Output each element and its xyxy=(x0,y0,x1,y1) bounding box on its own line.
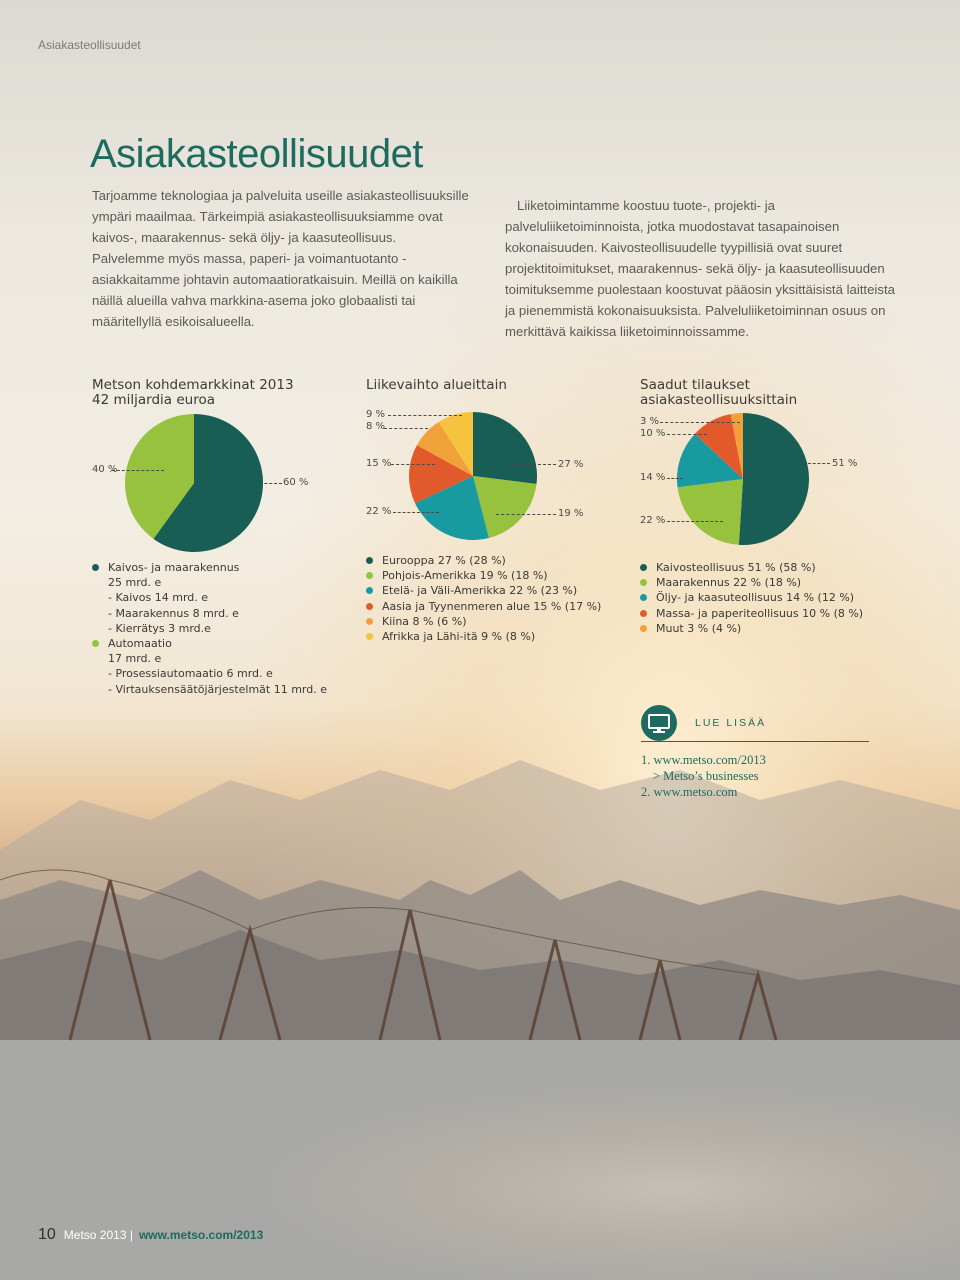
legend-dot-icon xyxy=(640,564,647,571)
pie-slice-kaivosteollisuus xyxy=(739,413,809,545)
legend-item xyxy=(92,636,352,651)
footer: 10 Metso 2013 | www.metso.com/2013 xyxy=(38,1226,264,1243)
legend-label: Etelä- ja Väli-Amerikka 22 % (23 %) xyxy=(382,584,578,598)
legend-dot-icon xyxy=(640,579,647,586)
legend-item xyxy=(92,560,352,575)
legend-item xyxy=(366,568,626,583)
pie-label-oil-gas: 14 % xyxy=(640,472,666,483)
legend-label: Öljy- ja kaasuteollisuus 14 % (12 %) xyxy=(656,591,855,605)
legend-dot-icon xyxy=(366,557,373,564)
legend-item xyxy=(366,614,626,629)
pie-label-mining: 60 % xyxy=(283,477,309,488)
legend-label: Aasia ja Tyynenmeren alue 15 % (17 %) xyxy=(382,599,602,613)
legend-dot-icon xyxy=(366,603,373,610)
footer-url[interactable]: www.metso.com/2013 xyxy=(138,1228,264,1242)
legend-dot-icon xyxy=(366,587,373,594)
legend-item xyxy=(366,629,626,644)
pie-label-other: 3 % xyxy=(640,416,660,427)
legend-item xyxy=(366,583,626,598)
pie-label-pulp-paper: 10 % xyxy=(640,428,666,439)
legend-detail: 17 mrd. e xyxy=(108,652,162,666)
page-title: Asiakasteollisuudet xyxy=(90,132,423,176)
legend-sales-by-region xyxy=(366,553,626,644)
legend-dot-icon xyxy=(92,564,99,571)
legend-label: Pohjois-Amerikka 19 % (18 %) xyxy=(382,569,548,583)
leader-line xyxy=(112,470,164,471)
legend-label: Kiina 8 % (6 %) xyxy=(382,614,467,628)
link-metso-businesses[interactable]: > Metso’s businesses xyxy=(653,769,759,783)
pie-label-construction: 22 % xyxy=(640,515,666,526)
legend-detail: - Kierrätys 3 mrd.e xyxy=(108,621,211,635)
link-metso-com[interactable]: 2. www.metso.com xyxy=(641,785,738,799)
legend-item xyxy=(640,575,900,590)
page-number: 10 xyxy=(38,1226,56,1243)
pie-label-asia: 15 % xyxy=(366,458,392,469)
pie-label-china: 8 % xyxy=(366,421,386,432)
legend-label: Kaivosteollisuus 51 % (58 %) xyxy=(656,561,816,574)
legend-detail: - Prosessiautomaatio 6 mrd. e xyxy=(108,667,273,681)
legend-item xyxy=(640,590,900,605)
leader-line xyxy=(667,521,723,522)
chart-title-orders-by-industry xyxy=(640,378,797,408)
intro-left-paragraph: Tarjoamme teknologiaa ja palveluita useille asiakasteollisuuksille ympäri maailmaa. Tärkeimpiä asiakasteollisuuksiamme ovat kaivos-, maarakennus- sekä öljy- ja kaasuteollisuus. Palvelemme myös massa, paperi- ja voimantuotanto -asiakkaitamme johtavin automaatioratkaisuin. Meillä on kaikilla näillä alueilla vahva markkina-asema joko globaalisti tai määritellyllä esikoisalueella. xyxy=(92,188,469,329)
read-more-label: LUE LISÄÄ xyxy=(695,717,767,729)
link-metso-2013[interactable]: 1. www.metso.com/2013 xyxy=(641,753,766,767)
intro-right-paragraph: Liiketoimintamme koostuu tuote-, projekti- ja palveluliiketoiminnoista, jotka muodostavat tasapainoisen kokonaisuuden. Kaivosteollisuudelle tyypillisiä ovat suuret projektitoimitukset, maarakennus- sekä öljy- ja kaasuteollisuuden toimituksemme puolestaan koostuvat pääosin yksittäisistä laitteista ja pienemmistä kokonaisuuksista. Palveluliiketoiminnan osuus on merkittävä kaikissa liiketoiminnoissamme. xyxy=(505,198,895,339)
legend-dot-icon xyxy=(92,640,99,647)
leader-line xyxy=(393,512,439,513)
legend-dot-icon xyxy=(640,625,647,632)
intro-left-text xyxy=(92,185,470,332)
chart-title: Metson kohdemarkkinat 2013 xyxy=(92,377,294,393)
leader-line xyxy=(784,463,830,464)
legend-target-markets xyxy=(92,560,352,697)
section-label: Asiakasteollisuudet xyxy=(38,38,141,52)
legend-item xyxy=(366,599,626,614)
legend-label: Automaatio xyxy=(108,637,172,651)
legend-dot-icon xyxy=(640,594,647,601)
pie-label-europe: 27 % xyxy=(558,459,584,470)
legend-label: Maarakennus 22 % (18 %) xyxy=(656,576,802,590)
leader-line xyxy=(496,514,556,515)
chart-title: Liikevaihto alueittain xyxy=(366,377,507,393)
legend-item xyxy=(640,621,900,636)
leader-line xyxy=(508,464,556,465)
legend-orders-by-industry xyxy=(640,560,900,636)
chart-title-target-markets xyxy=(92,378,294,408)
pie-label-mining-industry: 51 % xyxy=(832,458,858,469)
pie-label-north-america: 19 % xyxy=(558,508,584,519)
leader-line xyxy=(660,422,740,423)
pie-label-latin-america: 22 % xyxy=(366,506,392,517)
legend-dot-icon xyxy=(366,618,373,625)
legend-item xyxy=(366,553,626,568)
leader-line xyxy=(384,428,428,429)
pie-chart-orders-by-industry xyxy=(676,412,810,546)
monitor-icon xyxy=(641,705,677,741)
pie-label-automation: 40 % xyxy=(92,464,118,475)
read-more-box[interactable] xyxy=(641,705,869,742)
legend-dot-icon xyxy=(366,572,373,579)
chart-title: Saadut tilaukset xyxy=(640,377,750,393)
legend-label: Kaivos- ja maarakennus xyxy=(108,561,240,574)
pie-label-africa: 9 % xyxy=(366,409,386,420)
legend-detail: - Virtauksensäätöjärjestelmät 11 mrd. e xyxy=(108,682,328,696)
intro-right-text xyxy=(505,195,900,342)
pie-slice-maarakennus xyxy=(678,479,743,545)
legend-detail: 25 mrd. e xyxy=(108,576,162,590)
legend-dot-icon xyxy=(640,610,647,617)
legend-detail: - Kaivos 14 mrd. e xyxy=(108,591,209,605)
chart-title-sales-by-region xyxy=(366,378,507,393)
chart-subtitle: asiakasteollisuuksittain xyxy=(640,392,798,408)
legend-detail: - Maarakennus 8 mrd. e xyxy=(108,606,239,620)
read-more-links xyxy=(641,752,766,800)
pie-slice-eurooppa xyxy=(473,412,537,484)
leader-line xyxy=(667,434,707,435)
legend-item xyxy=(640,606,900,621)
legend-item xyxy=(640,560,900,575)
leader-line xyxy=(240,483,282,484)
footer-text: Metso 2013 xyxy=(63,1228,127,1242)
leader-line xyxy=(391,464,435,465)
leader-line xyxy=(388,415,462,416)
legend-label: Afrikka ja Lähi-itä 9 % (8 %) xyxy=(382,630,536,644)
legend-label: Massa- ja paperiteollisuus 10 % (8 %) xyxy=(656,606,864,620)
legend-label: Muut 3 % (4 %) xyxy=(656,621,742,635)
legend-label: Eurooppa 27 % (28 %) xyxy=(382,554,506,567)
chart-subtitle: 42 miljardia euroa xyxy=(92,392,215,408)
leader-line xyxy=(667,478,683,479)
legend-dot-icon xyxy=(366,633,373,640)
pie-chart-sales-by-region xyxy=(408,411,538,541)
